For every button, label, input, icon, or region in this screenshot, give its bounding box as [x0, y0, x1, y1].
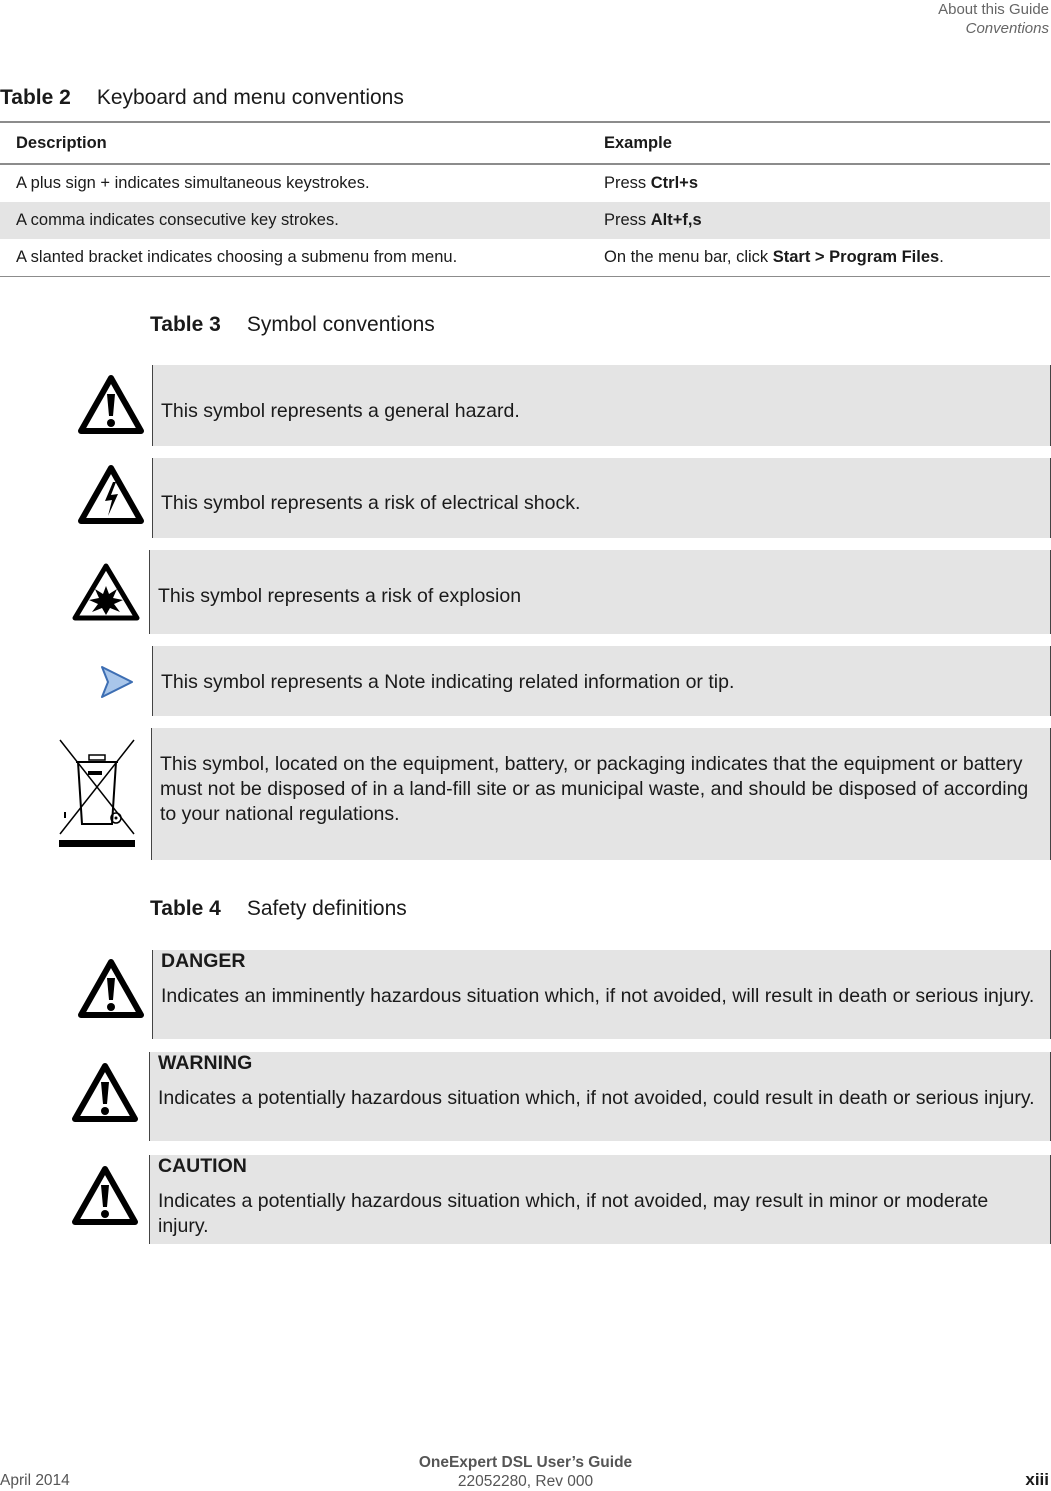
footer-date: April 2014 — [0, 1472, 70, 1489]
footer-guide-title: OneExpert DSL User’s Guide — [418, 1454, 633, 1471]
weee-crossed-bin-icon — [56, 736, 138, 848]
row-example: On the menu bar, click Start > Program Files. — [594, 239, 1050, 277]
safety-text: Indicates a potentially hazardous situation which, if not avoided, could result in death or serious injury. — [158, 1087, 1035, 1109]
explosion-icon — [71, 562, 141, 622]
page-number: xiii — [1025, 1470, 1049, 1489]
symbol-description-box — [152, 365, 1051, 446]
row-example: Press Alt+f,s — [594, 202, 1050, 239]
symbol-row-note — [0, 646, 1051, 716]
safety-row-caution — [0, 1155, 1051, 1244]
running-header — [938, 0, 1049, 38]
note-arrow-icon — [99, 664, 135, 700]
col-description: Description — [0, 122, 594, 164]
table-row — [0, 239, 1050, 277]
caution-hazard-icon — [71, 1165, 139, 1227]
footer-center — [0, 1453, 1051, 1491]
table2-label: Table 2 — [0, 86, 71, 109]
header-guide: About this Guide — [938, 1, 1049, 18]
safety-text: Indicates a potentially hazardous situation which, if not avoided, may result in minor or moderate injury. — [158, 1190, 989, 1237]
symbol-description-box — [149, 550, 1051, 634]
row-description: A comma indicates consecutive key strokes. — [0, 202, 594, 239]
safety-row-danger — [0, 950, 1051, 1039]
safety-text: Indicates an imminently hazardous situation which, if not avoided, will result in death or serious injury. — [161, 985, 1035, 1007]
symbol-description: This symbol, located on the equipment, battery, or packaging indicates that the equipment or battery must not be disposed of in a land-fill site or as municipal waste, and should be disposed of according to your national regulations. — [160, 753, 1029, 825]
safety-row-warning — [0, 1052, 1051, 1141]
symbol-description: This symbol represents a general hazard. — [161, 400, 520, 422]
row-description: A plus sign + indicates simultaneous keystrokes. — [16, 174, 370, 192]
table3-title: Symbol conventions — [246, 313, 435, 336]
symbol-description-box — [151, 728, 1051, 860]
header-section: Conventions — [965, 20, 1049, 37]
table4-caption — [150, 897, 407, 921]
safety-title: DANGER — [161, 950, 246, 972]
symbol-description-box — [152, 458, 1051, 538]
row-description: A slanted bracket indicates choosing a submenu from menu. — [0, 239, 594, 277]
table4-label: Table 4 — [150, 897, 221, 920]
footer-doc-number: 22052280, Rev 000 — [457, 1473, 594, 1490]
symbol-description: This symbol represents a Note indicating related information or tip. — [161, 671, 735, 693]
safety-title: CAUTION — [158, 1155, 247, 1177]
symbol-row-weee — [0, 728, 1051, 860]
symbol-row-explosion — [0, 550, 1051, 634]
symbol-row-general-hazard — [0, 365, 1051, 446]
table-row — [0, 164, 1050, 202]
table3-label: Table 3 — [150, 313, 221, 336]
symbol-description: This symbol represents a risk of electrical shock. — [161, 492, 581, 514]
table2-title: Keyboard and menu conventions — [96, 86, 404, 109]
safety-title: WARNING — [158, 1052, 253, 1074]
table2-caption — [0, 86, 404, 110]
general-hazard-icon — [77, 374, 145, 436]
symbol-row-electrical-shock — [0, 458, 1051, 538]
table3-caption — [150, 313, 435, 337]
keyboard-conventions-table — [0, 121, 1050, 277]
safety-definition-box — [149, 1052, 1051, 1141]
col-example: Example — [594, 122, 1050, 164]
danger-hazard-icon — [77, 958, 145, 1020]
symbol-description-box — [152, 646, 1051, 716]
electrical-shock-icon — [77, 464, 145, 526]
warning-hazard-icon — [71, 1062, 139, 1124]
table4-title: Safety definitions — [246, 897, 407, 920]
table-header-row — [0, 122, 1050, 164]
symbol-description: This symbol represents a risk of explosion — [158, 585, 522, 607]
row-example: Press Ctrl+s — [604, 174, 698, 192]
table-row — [0, 202, 1050, 239]
safety-definition-box — [152, 950, 1051, 1039]
safety-definition-box — [149, 1155, 1051, 1244]
